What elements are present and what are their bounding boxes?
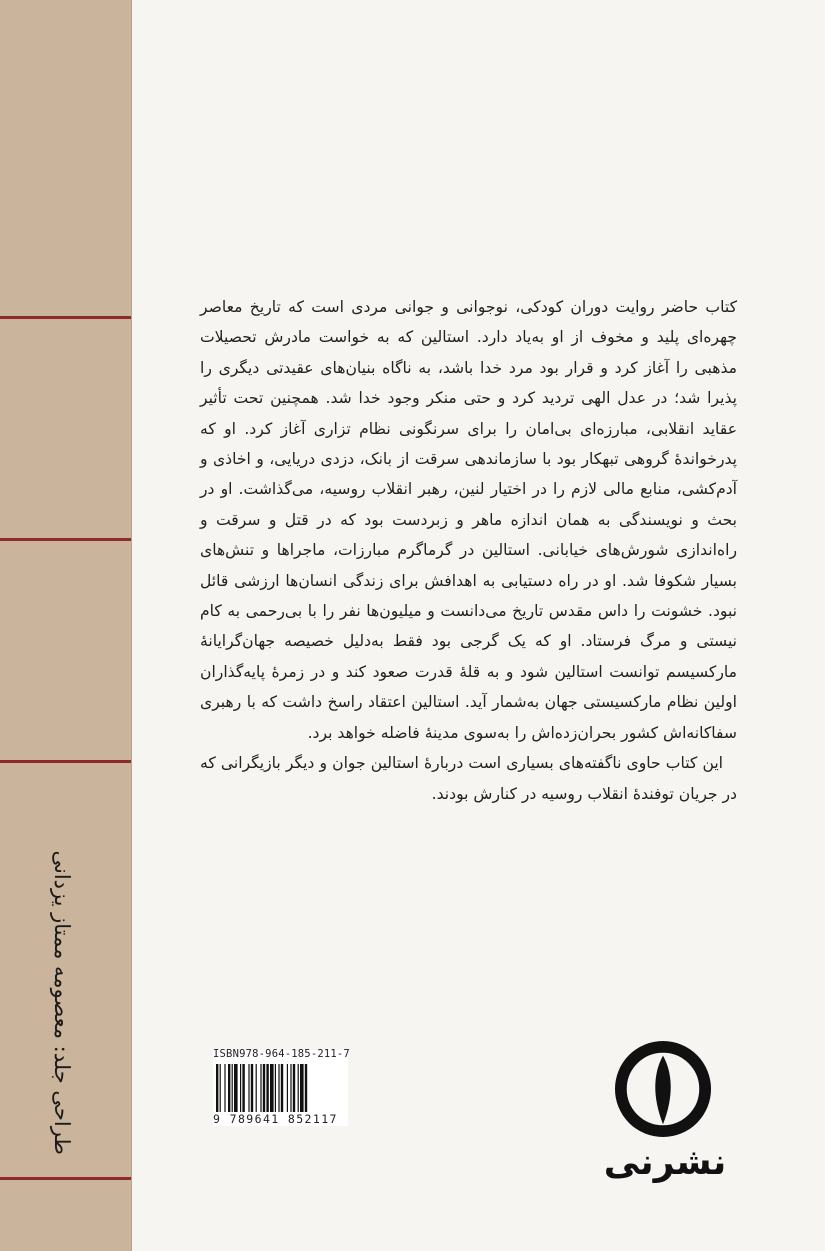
barcode-bar <box>216 1064 218 1112</box>
barcode-bar <box>256 1064 257 1112</box>
barcode-bar <box>266 1064 268 1112</box>
barcode-bar <box>228 1064 230 1112</box>
barcode-bar <box>293 1064 295 1112</box>
publisher-name: نشرنی <box>603 1142 727 1183</box>
book-spine <box>0 0 132 1251</box>
barcode-bar <box>232 1064 233 1112</box>
barcode-bar <box>248 1064 249 1112</box>
barcode-bar <box>298 1064 299 1112</box>
barcode-bar <box>242 1064 244 1112</box>
barcode-bar <box>224 1064 225 1112</box>
barcode-bar <box>290 1064 291 1112</box>
barcode-bar <box>300 1064 304 1112</box>
barcode-bar <box>251 1064 253 1112</box>
blurb-paragraph-2: این کتاب حاوی ناگفته‌های بسیاری است دربارهٔ استالین جوان و دیگر بازیگرانی که در جریان توفندهٔ انقلاب روسیه در کنارش بودند. <box>200 754 737 803</box>
barcode-bar <box>305 1064 307 1112</box>
barcode-bar <box>260 1064 261 1112</box>
spine-cover-designer-credit: طراحی جلد: معصومه ممتاز یزدانی <box>50 850 74 1155</box>
spine-divider-line <box>0 316 131 319</box>
barcode-bar <box>270 1064 274 1112</box>
barcode-bar <box>263 1064 265 1112</box>
barcode-bar <box>220 1064 221 1112</box>
barcode-bar <box>287 1064 288 1112</box>
barcode-bars <box>216 1064 344 1112</box>
barcode-number: 9 789641 852117 <box>213 1112 338 1126</box>
reed-circle-logo-icon <box>614 1040 712 1138</box>
barcode-bar <box>275 1064 276 1112</box>
blurb-paragraph-1: کتاب حاضر روایت دوران کودکی، نوجوانی و جوانی مردی است که تاریخ معاصر چهره‌ای پلید و مخوف از او به‌یاد دارد. استالین که به خواست مادرش تحصیلات مذهبی را آغاز کرد و قرار بود مرد خدا باشد، به ناگاه بنیان‌های عقیدتی دیگری را پذیرا شد؛ در عدل الهی تردید کرد و حتی منکر وجود خدا شد. همچنین تحت تأثیر عقاید انقلابی، مبارزه‌ای بی‌امان را برای سرنگونی نظام تزاری آغاز کرد. او که پدرخواندهٔ گروهی تبهکار بود با سازماندهی سرقت از بانک، دزدی دریایی، و اخاذی و آدم‌کشی، منابع مالی لازم را در اختیار لنین، رهبر انقلاب روسیه، می‌گذاشت. او در بحث و نویسندگی به همان اندازه ماهر و زبردست بود که در قتل و سرقت و راه‌اندازی شورش‌های خیابانی. استالین در گرماگرم مبارزات، ماجراها و تنش‌های بسیار شکوفا شد. او در راه دستیابی به اهدافش برای زندگی انسان‌ها ارزشی قائل نبود. خشونت را داس مقدس تاریخ می‌دانست و میلیون‌ها نفر را با بی‌رحمی به کام نیستی و مرگ فرستاد. او که یک گرجی بود فقط به‌دلیل خصیصه جهان‌گرایانهٔ مارکسیسم توانست استالین شود و به قلهٔ قدرت صعود کند و در زمرهٔ پایه‌گذاران اولین نظام مارکسیستی جهان به‌شمار آید. استالین اعتقاد راسخ داشت که با رهبری سفاکانه‌اش کشور بحران‌زده‌اش را به‌سوی مدینهٔ فاضله خواهد برد. <box>200 298 737 742</box>
spine-divider-line <box>0 760 131 763</box>
barcode-bar <box>234 1064 238 1112</box>
barcode-bar <box>278 1064 279 1112</box>
isbn-label: ISBN978-964-185-211-7 <box>213 1048 350 1060</box>
spine-divider-line <box>0 1177 131 1180</box>
blurb-text <box>200 292 737 809</box>
barcode-bar <box>281 1064 283 1112</box>
barcode-bar <box>240 1064 241 1112</box>
spine-divider-line <box>0 538 131 541</box>
